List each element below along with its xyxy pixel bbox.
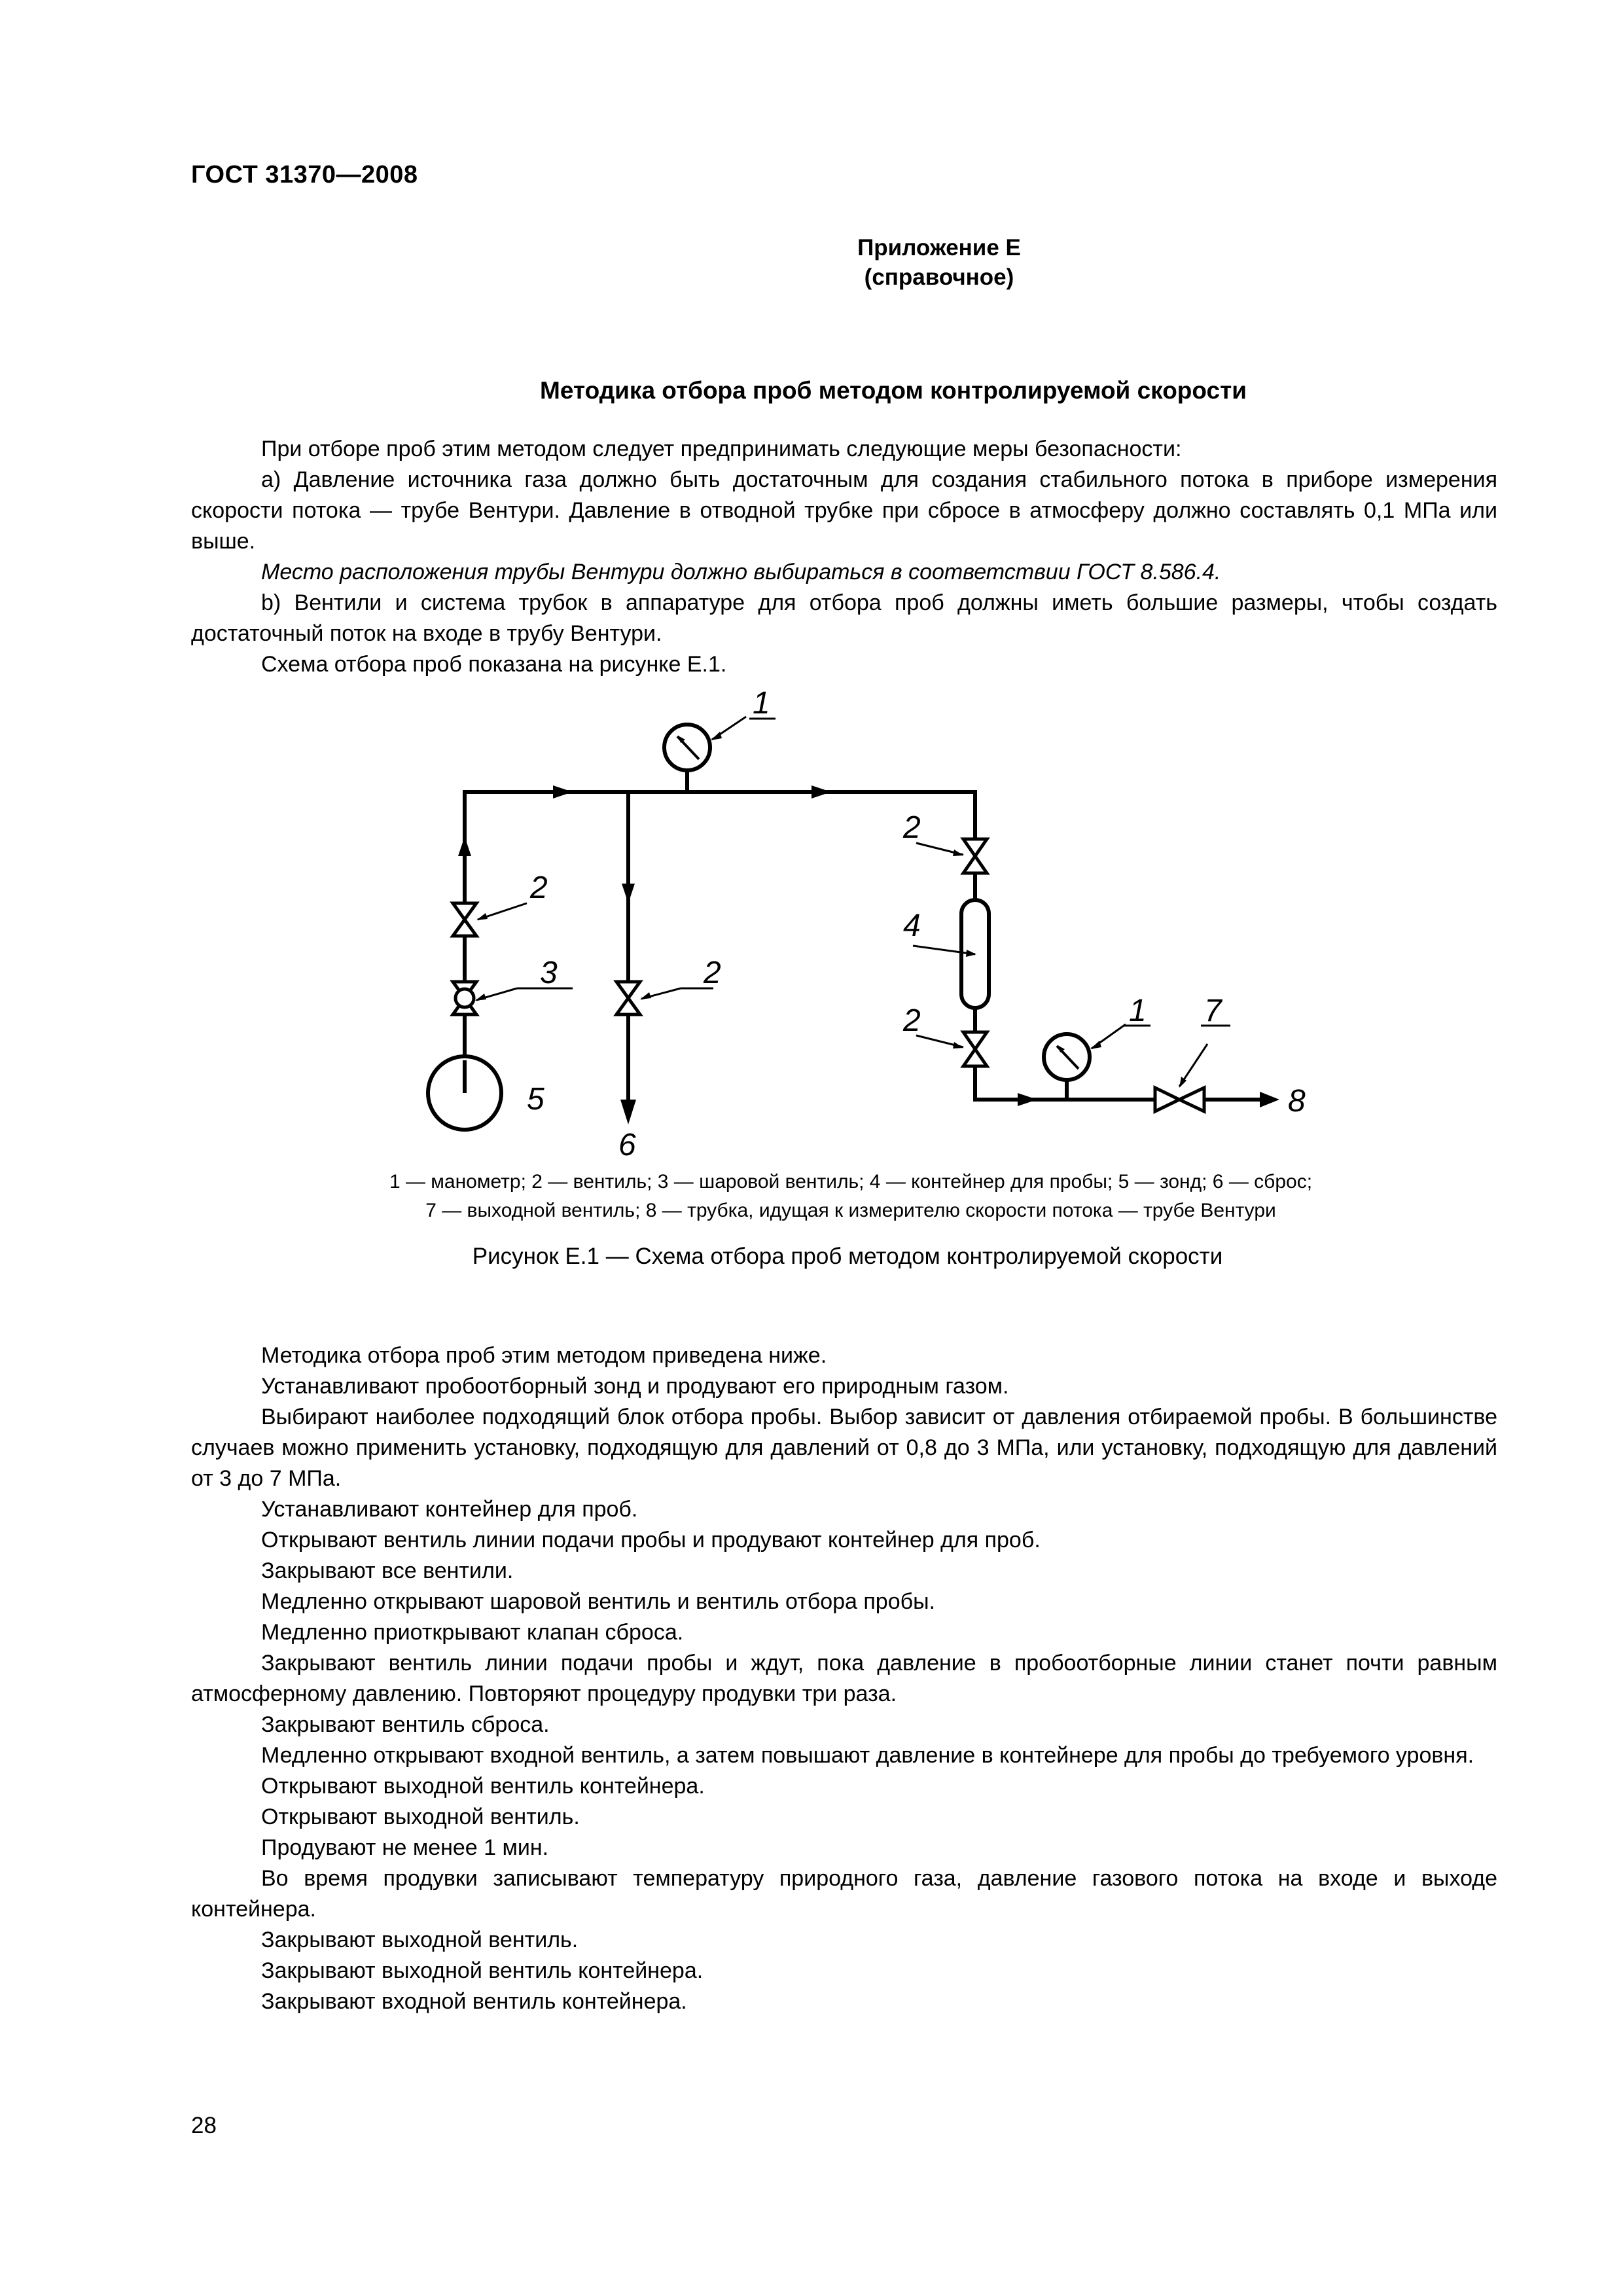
- paragraph: Закрывают все вентили.: [261, 1558, 514, 1583]
- paragraph: Устанавливают пробоотборный зонд и продувают его природным газом.: [261, 1374, 1009, 1399]
- scheme-svg: [393, 687, 1342, 1158]
- legend-line: 7 — выходной вентиль; 8 — трубка, идущая к измерителю скорости потока — трубе Вентури: [425, 1200, 1276, 1221]
- paragraph: Открывают выходной вентиль контейнера.: [261, 1774, 705, 1799]
- legend-line: 1 — манометр; 2 — вентиль; 3 — шаровой вентиль; 4 — контейнер для пробы; 5 — зонд; 6 — сброс;: [389, 1171, 1313, 1193]
- figure-caption: Рисунок Е.1 — Схема отбора проб методом контролируемой скорости: [472, 1244, 1223, 1269]
- appendix-title: Приложение Е: [857, 235, 1021, 260]
- paragraph: Закрывают вентиль сброса.: [261, 1712, 550, 1737]
- appendix-status: (справочное): [864, 264, 1014, 290]
- label-outlet-valve: 7: [1204, 994, 1222, 1028]
- arrow-right-icon: [812, 785, 831, 798]
- appendix-heading: [0, 233, 1623, 292]
- paragraph: Закрывают выходной вентиль контейнера.: [261, 1958, 704, 1983]
- arrow-down-icon: [622, 884, 635, 903]
- paragraph: Продувают не менее 1 мин.: [261, 1835, 549, 1860]
- flow-arrows: [458, 785, 1279, 1124]
- paragraph: Закрывают входной вентиль контейнера.: [261, 1989, 687, 2014]
- valve-left-icon: [453, 903, 476, 936]
- page-number: 28: [191, 2113, 217, 2138]
- paragraph: Выбирают наиболее подходящий блок отбора пробы. Выбор зависит от давления отбираемой пробы. В большинстве случаев можно применить установку, подходящую для давлений от 0,8 до 3 МПа, или установку, подходящую для давлений от 3 до 7 МПа.: [191, 1405, 1497, 1491]
- label-tube-to-venturi: 8: [1288, 1084, 1306, 1119]
- label-ball-valve: 3: [540, 956, 558, 990]
- paragraph: b) Вентили и система трубок в аппаратуре для отбора проб должны иметь большие размеры, чтобы создать достаточный поток на входе в трубу Вентури.: [191, 590, 1497, 646]
- paragraph: Закрывают выходной вентиль.: [261, 1928, 579, 1952]
- arrow-right-icon: [553, 785, 573, 798]
- paragraph: Открывают вентиль линии подачи пробы и продувают контейнер для проб.: [261, 1528, 1041, 1552]
- figure-legend: [0, 1168, 1623, 1225]
- paragraph: а) Давление источника газа должно быть достаточным для создания стабильного потока в приборе измерения скорости потока — трубе Вентури. Давление в отводной трубке при сбросе в атмосферу должно составлять 0,1 МПа или выше.: [191, 467, 1497, 554]
- label-discharge: 6: [618, 1128, 636, 1158]
- procedure-text: [191, 1340, 1497, 2017]
- paragraph-italic: Место расположения трубы Вентури должно выбираться в соответствии ГОСТ 8.586.4.: [261, 560, 1221, 584]
- section-title: Методика отбора проб методом контролируемой скорости: [540, 377, 1247, 404]
- sampling-scheme-diagram: [393, 687, 1342, 1158]
- valve-right-top-icon: [963, 839, 987, 873]
- paragraph: Схема отбора проб показана на рисунке Е.1.: [261, 652, 727, 677]
- outlet-valve-icon: [1155, 1088, 1204, 1111]
- paragraph: Устанавливают контейнер для проб.: [261, 1497, 638, 1522]
- valve-right-bottom-icon: [963, 1032, 987, 1066]
- arrow-right-icon: [1260, 1092, 1279, 1107]
- label-valve-middle: 2: [704, 956, 721, 990]
- paragraph: Методика отбора проб этим методом приведена ниже.: [261, 1343, 827, 1368]
- paragraph: Медленно приоткрывают клапан сброса.: [261, 1620, 684, 1645]
- label-manometer-bottom: 1: [1129, 994, 1147, 1028]
- paragraph: Закрывают вентиль линии подачи пробы и ждут, пока давление в пробоотборные линии станет почти равным атмосферному давлению. Повторяют процедуру продувки три раза.: [191, 1651, 1497, 1706]
- arrow-right-icon: [1018, 1093, 1037, 1106]
- arrow-down-icon: [620, 1100, 636, 1124]
- document-code: ГОСТ 31370—2008: [191, 161, 418, 188]
- ball-valve-icon: [453, 982, 476, 1014]
- label-manometer-top: 1: [753, 687, 770, 721]
- manometer-bottom-icon: [1044, 1024, 1126, 1080]
- manometer-top-icon: [664, 717, 746, 770]
- paragraph: Медленно открывают входной вентиль, а затем повышают давление в контейнере для пробы до требуемого уровня.: [261, 1743, 1474, 1768]
- paragraph: Открывают выходной вентиль.: [261, 1804, 580, 1829]
- intro-text: [191, 434, 1497, 680]
- paragraph: Медленно открывают шаровой вентиль и вентиль отбора пробы.: [261, 1589, 935, 1614]
- valve-middle-icon: [616, 982, 640, 1014]
- label-valve-right-top: 2: [903, 810, 921, 845]
- paragraph: Во время продувки записывают температуру природного газа, давление газового потока на входе и выходе контейнера.: [191, 1866, 1497, 1922]
- label-probe: 5: [527, 1082, 544, 1117]
- label-valve-left: 2: [530, 870, 548, 905]
- label-valve-right-bottom: 2: [903, 1003, 921, 1038]
- paragraph: При отборе проб этим методом следует предпринимать следующие меры безопасности:: [261, 437, 1182, 461]
- label-container: 4: [903, 908, 921, 943]
- arrow-up-icon: [458, 836, 471, 856]
